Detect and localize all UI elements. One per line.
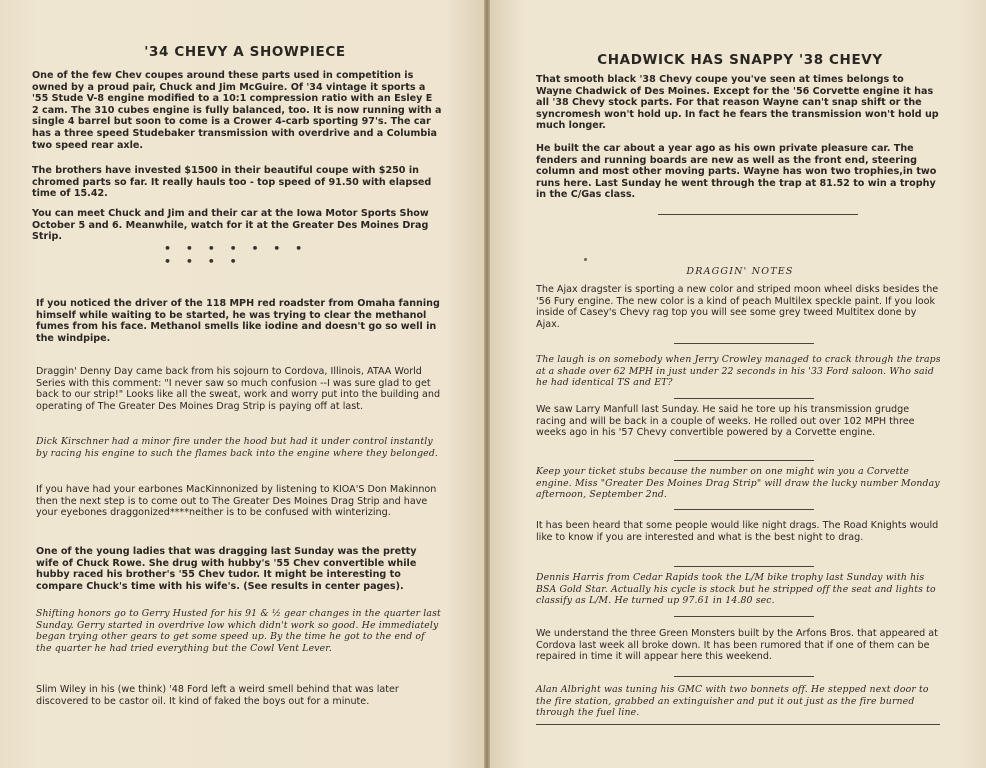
note-divider (674, 676, 814, 677)
note-divider (674, 343, 814, 344)
right-headline: CHADWICK HAS SNAPPY '38 CHEVY (597, 52, 883, 68)
note-3: We saw Larry Manfull last Sunday. He said he tore up his transmission grudge racing and will be back in a couple of weeks. He rolled out over 102 MPH three weeks ago in his '57 Chevy convertible powered by a Corvette engine. (536, 404, 915, 439)
left-item-5: One of the young ladies that was dragging last Sunday was the pretty wife of Chuck Rowe. She drug with hubby's '55 Chev convertible while hubby raced his brother's '55 Chev tudor. It might be interesting to compare Chuck's time with his wife's. (See results in center pages). (36, 546, 417, 592)
chadwick-paragraph-2: He built the car about a year ago as his own private pleasure car. The fenders and running boards are new as well as the front end, steering column and most other moving parts. Wayne has won two trophies,in two runs here. Last Sunday he went through the trap at 81.52 to win a trophy in the C/Gas class. (536, 143, 937, 201)
note-6: Dennis Harris from Cedar Rapids took the L/M bike trophy last Sunday with his BSA Gold Star. Actually his cycle is stock but he stripped off the seat and lights to classify as L/M. He turned up 97.61 in 14.80 sec. (536, 572, 936, 607)
right-page (490, 0, 986, 768)
chadwick-paragraph-1: That smooth black '38 Chevy coupe you've seen at times belongs to Wayne Chadwick of Des Moines. Except for the '56 Corvette engine it has all '38 Chevy stock parts. For that reason Wayne can't snap shift or the syncromesh won't hold up. In fact he fears the transmission won't hold up much longer. (536, 74, 939, 132)
note-5: It has been heard that some people would like night drags. The Road Knights would like to know if you are interested and what is the best night to drag. (536, 520, 939, 543)
left-item-1: If you noticed the driver of the 118 MPH red roadster from Omaha fanning himself while waiting to be started, he was trying to clear the methanol fumes from his face. Methanol smells like iodine and doesn't go so well in the windpipe. (36, 298, 440, 344)
note-4: Keep your ticket stubs because the number on one might win you a Corvette engine. Miss "Greater Des Moines Drag Strip" will draw the lucky number Monday afternoon, September 2nd. (536, 466, 940, 501)
note-divider (674, 460, 814, 461)
note-divider (674, 509, 814, 510)
left-item-7: Slim Wiley in his (we think) '48 Ford left a weird smell behind that was later discovered to be castor oil. It kind of faked the boys out for a minute. (36, 684, 399, 707)
chevy-paragraph-1: One of the few Chev coupes around these parts used in competition is owned by a proud pair, Chuck and Jim McGuire. Of '34 vintage it sports a '55 Stude V-8 engine modified to a 10:1 compression ratio with an Esley E 2 cam. The 310 cubes engine is fully balanced, too. It is now running with a single 4 barrel but soon to come is a Crower 4-carb sporting 97's. The car has a three speed Studebaker transmission with overdrive and a Columbia two speed rear axle. (32, 70, 442, 151)
dotted-separator: • • • • • • • • • • • (164, 242, 308, 268)
left-item-2: Draggin' Denny Day came back from his sojourn to Cordova, Illinois, ATAA World Series with this comment: "I never saw so much confusion --I was sure glad to get back to our strip!" Looks like all the sweat, work and worry put into the building and operating of The Greater Des Moines Drag Strip is paying off at last. (36, 366, 441, 412)
left-headline: '34 CHEVY A SHOWPIECE (144, 44, 346, 60)
closing-rule (536, 724, 940, 725)
left-item-3: Dick Kirschner had a minor fire under the hood but had it under control instantly by racing his engine to such the flames back into the engine where they belonged. (36, 436, 439, 459)
left-item-6: Shifting honors go to Gerry Husted for his 91 & ½ gear changes in the quarter last Sunday. Gerry started in overdrive low which didn't work so good. He immediately began trying other gears to get some speed up. By the time he got to the end of the quarter he had tried everything but the Cowl Vent Lever. (36, 608, 441, 654)
note-divider (674, 566, 814, 567)
chevy-paragraph-2: The brothers have invested $1500 in their beautiful coupe with $250 in chromed parts so far. It really hauls too - top speed of 91.50 with elapsed time of 15.42. (32, 165, 432, 200)
note-2: The laugh is on somebody when Jerry Crowley managed to crack through the traps at a shade over 62 MPH in just under 22 seconds in his '33 Ford saloon. Who said he had identical TS and ET? (536, 354, 941, 389)
note-divider (674, 616, 814, 617)
note-divider (674, 398, 814, 399)
note-8: Alan Albright was tuning his GMC with two bonnets off. He stepped next door to the fire station, grabbed an extinguisher and put it out just as the fire burned through the fuel line. (536, 684, 929, 719)
draggin-notes-title: DRAGGIN' NOTES (686, 266, 794, 277)
note-7: We understand the three Green Monsters built by the Arfons Bros. that appeared at Cordova last week all broke down. It has been rumored that if one of them can be repaired in time it will appear here this weekend. (536, 628, 938, 663)
divider-rule (658, 214, 858, 215)
left-page (0, 0, 484, 768)
chevy-paragraph-3: You can meet Chuck and Jim and their car at the Iowa Motor Sports Show October 5 and 6. Meanwhile, watch for it at the Greater Des Moines Drag Strip. (32, 208, 429, 243)
note-1: The Ajax dragster is sporting a new color and striped moon wheel disks besides the '56 Fury engine. The new color is a kind of peach Multilex speckle paint. If you look inside of Casey's Chevy rag top you will see some grey tweed Multitex done by Ajax. (536, 284, 939, 330)
stray-dot (584, 258, 587, 261)
left-item-4: If you have had your earbones MacKinnonized by listening to KIOA'S Don Makinnon then the next step is to come out to The Greater Des Moines Drag Strip and have your eyebones draggonized****neither is to be confused with winterizing. (36, 484, 437, 519)
